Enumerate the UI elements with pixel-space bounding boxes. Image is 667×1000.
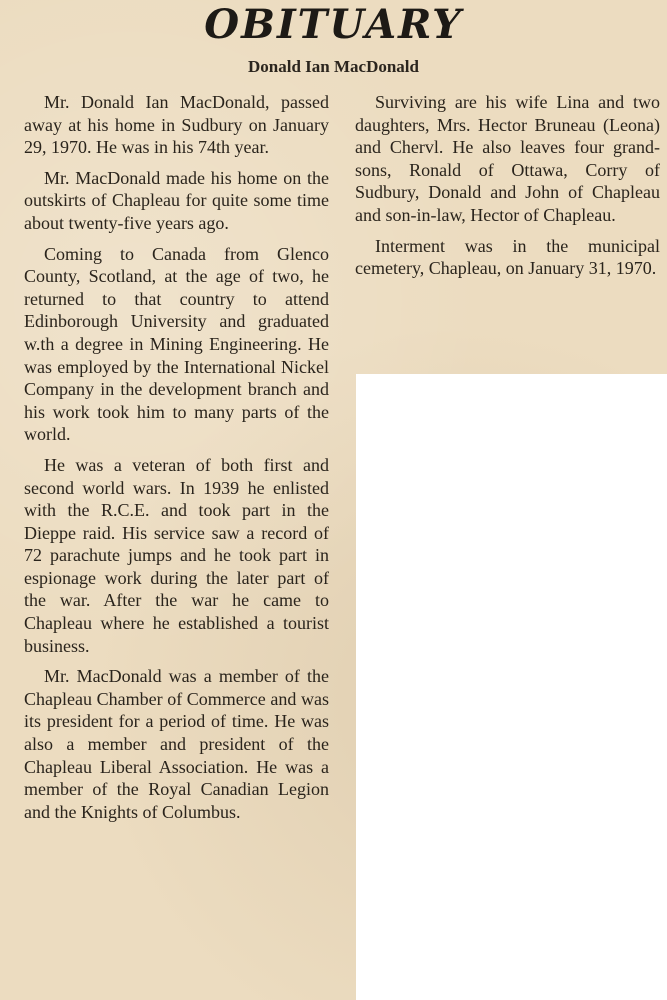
paragraph-military-service: He was a veteran of both first and second world wars. In 1939 he enlisted with the R.C.E. and took part in the Dieppe raid. His service saw a record of 72 parachute jumps and he took part in espionage work during the later part of the war. After the war he came to Chapleau where he established a tourist business. — [24, 454, 329, 656]
left-text-column — [24, 91, 329, 831]
paragraph-survivors: Surviving are his wife Lina and two daughters, Mrs. Hector Bruneau (Leona) and Chervl. He also leaves four grandsons, Ronald of Ottawa, Corry of Sudbury, Donald and John of Chapleau and son-in-law, Hector of Chapleau. — [355, 92, 660, 225]
paragraph-interment: Interment was in the municipal cemetery, Chapleau, on January 31, 1970. — [355, 235, 660, 279]
paragraph-education-career: Coming to Canada from Glenco County, Scotland, at the age of two, he returned to that country to attend Edinborough University and graduated w.th a degree in Mining Engineering. He was employed by the International Nickel Company in the development branch and his work took him to many parts of the world. — [24, 243, 329, 445]
right-text-column — [355, 91, 660, 288]
paragraph-death-notice: Mr. Donald Ian MacDonald, passed away at his home in Sudbury on January 29, 1970. He was in his 74th year. — [24, 92, 329, 158]
paragraph-memberships: Mr. MacDonald was a member of the Chapleau Chamber of Commerce and was its president for a period of time. He was also a member and president of the Chapleau Liberal Association. He was a member of the Royal Canadian Legion and the Knights of Columbus. — [24, 666, 329, 822]
paragraph-residence: Mr. MacDonald made his home on the outskirts of Chapleau for quite some time about twenty-five years ago. — [24, 167, 329, 233]
obituary-headline: OBITUARY — [204, 1, 463, 48]
deceased-name-byline: Donald Ian MacDonald — [248, 57, 419, 76]
